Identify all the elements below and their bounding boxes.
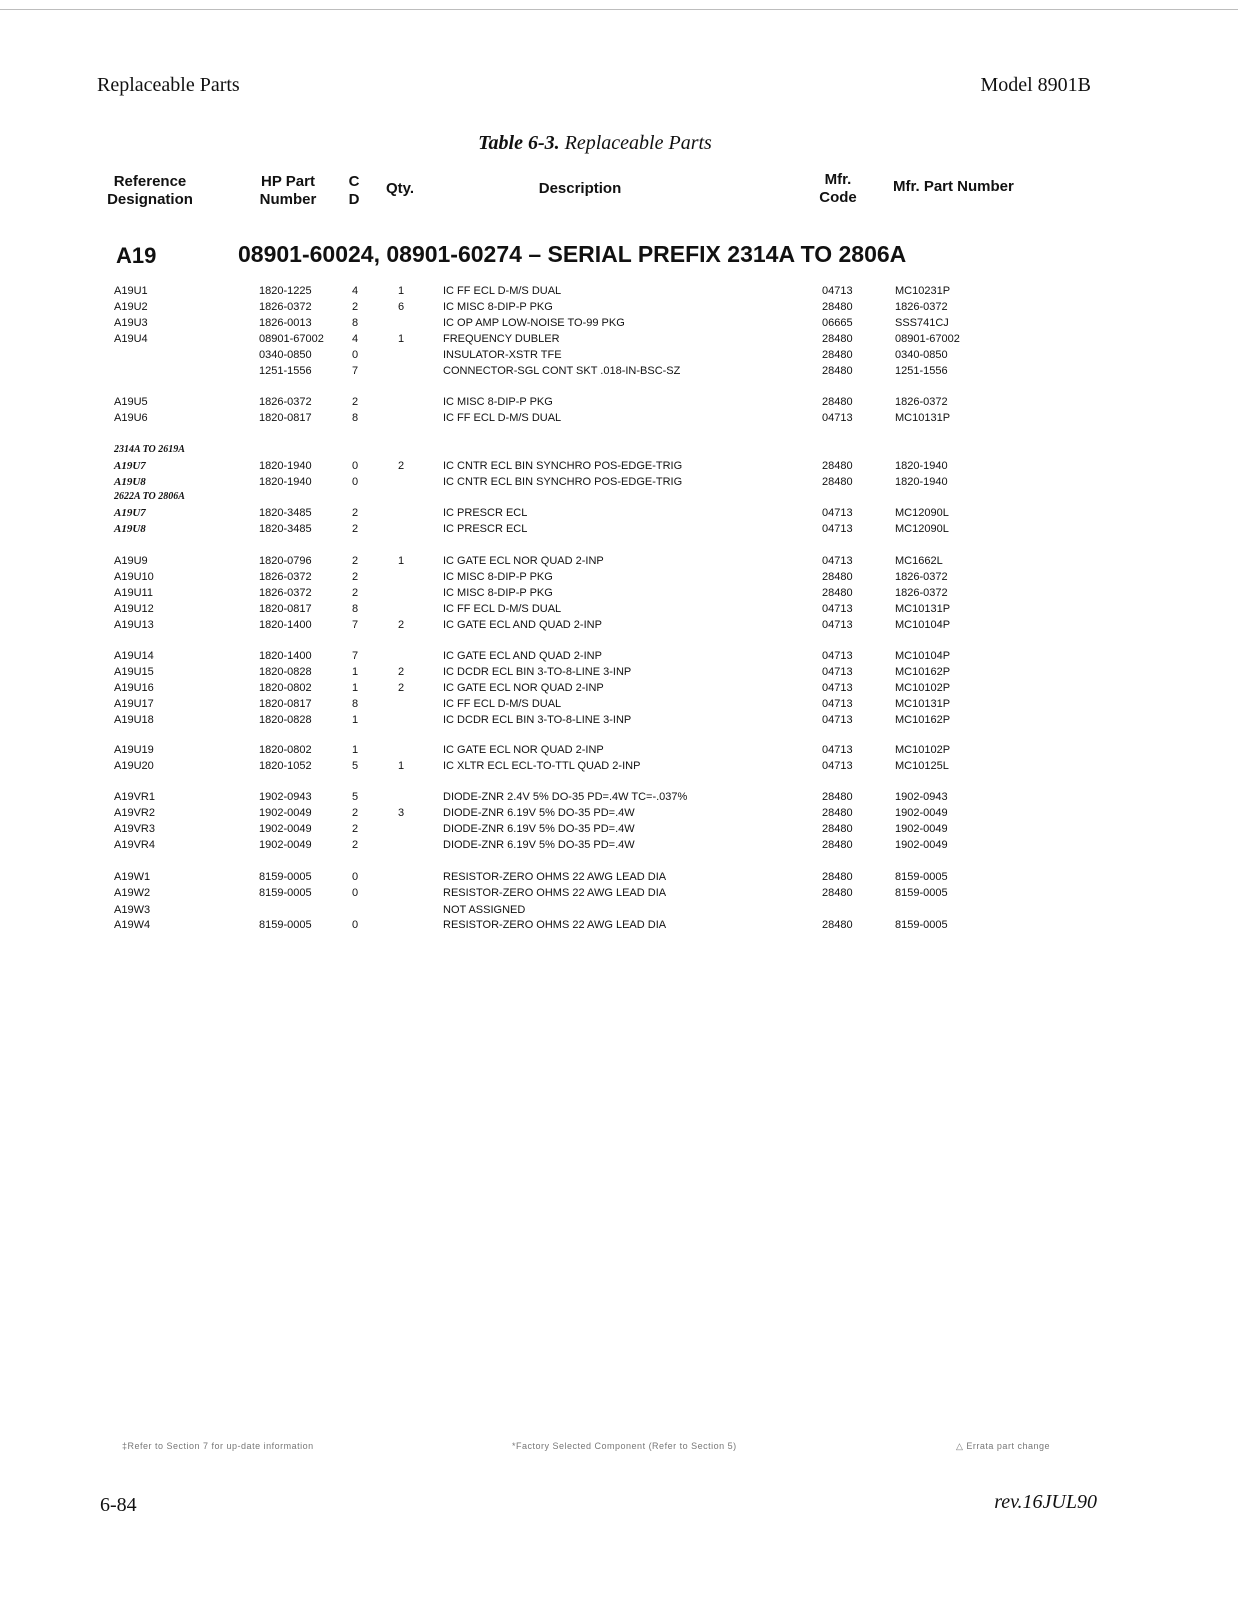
cell-mfr: 1902-0049 — [895, 823, 948, 835]
cell-code: 04713 — [822, 603, 853, 615]
table-row — [0, 917, 1238, 933]
cell-mfr: 1826-0372 — [895, 301, 948, 313]
cell-ref: A19U7 — [114, 460, 146, 472]
cell-code: 28480 — [822, 839, 853, 851]
cell-cd: 4 — [352, 285, 359, 297]
table-row — [0, 283, 1238, 299]
cell-mfr: MC1662L — [895, 555, 943, 567]
table-row — [0, 617, 1238, 633]
cell-cd: 8 — [352, 412, 359, 424]
cell-desc: IC MISC 8-DIP-P PKG — [443, 396, 553, 408]
cell-ref: A19W4 — [114, 919, 151, 931]
cell-cd: 1 — [352, 666, 359, 678]
cell-hp: 1820-0817 — [259, 412, 312, 424]
cell-desc: IC GATE ECL AND QUAD 2-INP — [443, 650, 602, 662]
cell-cd: 5 — [352, 791, 359, 803]
cell-desc: RESISTOR-ZERO OHMS 22 AWG LEAD DIA — [443, 871, 667, 883]
cell-mfr: SSS741CJ — [895, 317, 949, 329]
cell-mfr: 1820-1940 — [895, 476, 948, 488]
cell-mfr: 1902-0943 — [895, 791, 948, 803]
cell-desc: IC XLTR ECL ECL-TO-TTL QUAD 2-INP — [443, 760, 641, 772]
cell-qty: 2 — [398, 682, 405, 694]
cell-mfr: 1820-1940 — [895, 460, 948, 472]
cell-hp: 1902-0943 — [259, 791, 312, 803]
cell-hp: 1820-1940 — [259, 460, 312, 472]
cell-hp: 1826-0372 — [259, 587, 312, 599]
cell-hp: 1826-0013 — [259, 317, 312, 329]
cell-desc: DIODE-ZNR 6.19V 5% DO-35 PD=.4W — [443, 839, 635, 851]
cell-mfr: 1902-0049 — [895, 839, 948, 851]
table-row — [0, 553, 1238, 569]
cell-code: 04713 — [822, 555, 853, 567]
cell-hp: 1820-0828 — [259, 666, 312, 678]
col-header-qty: Qty. — [385, 180, 415, 197]
cell-cd: 7 — [352, 650, 359, 662]
cell-qty: 2 — [398, 619, 405, 631]
cell-qty: 2 — [398, 460, 405, 472]
cell-hp: 1820-1052 — [259, 760, 312, 772]
cell-cd: 2 — [352, 507, 359, 519]
col-header-ref-line1: Reference — [113, 173, 187, 190]
cell-cd: 0 — [352, 919, 359, 931]
cell-cd: 2 — [352, 839, 359, 851]
table-row — [0, 569, 1238, 585]
cell-mfr: MC10125L — [895, 760, 949, 772]
cell-ref: A19U14 — [114, 650, 154, 662]
cell-ref: A19U3 — [114, 317, 148, 329]
cell-mfr: MC10131P — [895, 412, 951, 424]
col-header-cd-line1: C — [348, 173, 360, 190]
table-row — [0, 758, 1238, 774]
footnote-errata: △ Errata part change — [956, 1441, 1050, 1451]
section-id: A19 — [116, 243, 157, 268]
cell-hp: 1251-1556 — [259, 365, 312, 377]
cell-ref: A19U18 — [114, 714, 154, 726]
cell-code: 04713 — [822, 285, 853, 297]
cell-ref: A19U19 — [114, 744, 154, 756]
footnote-factory-selected: *Factory Selected Component (Refer to Section 5) — [512, 1441, 737, 1451]
cell-ref: A19U9 — [114, 555, 148, 567]
table-row — [0, 299, 1238, 315]
cell-code: 04713 — [822, 619, 853, 631]
cell-desc: INSULATOR-XSTR TFE — [443, 349, 562, 361]
cell-cd: 0 — [352, 349, 359, 361]
cell-mfr: MC12090L — [895, 523, 949, 535]
cell-desc: IC GATE ECL NOR QUAD 2-INP — [443, 555, 604, 567]
col-header-reference — [95, 173, 205, 209]
table-row — [0, 331, 1238, 347]
table-row — [0, 601, 1238, 617]
col-header-cd-line2: D — [348, 191, 360, 208]
table-row — [0, 805, 1238, 821]
cell-hp: 1820-1940 — [259, 476, 312, 488]
cell-desc: IC MISC 8-DIP-P PKG — [443, 301, 553, 313]
running-header-right: Model 8901B — [980, 74, 1091, 96]
cell-code: 28480 — [822, 476, 853, 488]
table-row — [0, 363, 1238, 379]
cell-code: 04713 — [822, 714, 853, 726]
cell-desc: IC FF ECL D-M/S DUAL — [443, 412, 562, 424]
cell-code: 28480 — [822, 791, 853, 803]
cell-mfr: 1902-0049 — [895, 807, 948, 819]
table-row — [0, 648, 1238, 664]
cell-desc: DIODE-ZNR 6.19V 5% DO-35 PD=.4W — [443, 823, 635, 835]
cell-cd: 2 — [352, 555, 359, 567]
top-rule — [0, 9, 1238, 10]
table-row — [0, 696, 1238, 712]
table-row — [0, 394, 1238, 410]
cell-code: 28480 — [822, 396, 853, 408]
cell-cd: 2 — [352, 301, 359, 313]
cell-mfr: 8159-0005 — [895, 887, 948, 899]
table-row — [0, 869, 1238, 885]
cell-qty: 1 — [398, 333, 405, 345]
cell-cd: 2 — [352, 823, 359, 835]
table-row — [0, 885, 1238, 901]
cell-code: 28480 — [822, 571, 853, 583]
cell-hp: 1820-0796 — [259, 555, 312, 567]
col-header-hp-part — [250, 173, 326, 209]
cell-mfr: MC10131P — [895, 698, 951, 710]
cell-hp: 8159-0005 — [259, 919, 312, 931]
cell-ref: A19U1 — [114, 285, 148, 297]
cell-ref: A19U4 — [114, 333, 148, 345]
cell-cd: 1 — [352, 714, 359, 726]
cell-cd: 1 — [352, 682, 359, 694]
cell-ref: A19U8 — [114, 476, 146, 488]
cell-desc: IC CNTR ECL BIN SYNCHRO POS-EDGE-TRIG — [443, 460, 683, 472]
cell-desc: DIODE-ZNR 6.19V 5% DO-35 PD=.4W — [443, 807, 635, 819]
cell-mfr: MC10102P — [895, 682, 951, 694]
cell-desc: IC OP AMP LOW-NOISE TO-99 PKG — [443, 317, 625, 329]
table-row — [0, 712, 1238, 728]
cell-mfr: 0340-0850 — [895, 349, 948, 361]
cell-ref: A19W3 — [114, 904, 151, 916]
cell-ref: A19U7 — [114, 507, 146, 519]
cell-mfr: 1251-1556 — [895, 365, 948, 377]
cell-desc: IC FF ECL D-M/S DUAL — [443, 603, 562, 615]
cell-code: 28480 — [822, 823, 853, 835]
table-row — [0, 315, 1238, 331]
col-header-cd — [346, 173, 362, 209]
cell-qty: 1 — [398, 760, 405, 772]
cell-ref: A19U13 — [114, 619, 154, 631]
cell-mfr: 1826-0372 — [895, 587, 948, 599]
cell-desc: IC GATE ECL NOR QUAD 2-INP — [443, 744, 604, 756]
col-header-hp-line2: Number — [259, 191, 317, 208]
cell-hp: 1820-3485 — [259, 523, 312, 535]
cell-cd: 8 — [352, 698, 359, 710]
cell-hp: 1902-0049 — [259, 839, 312, 851]
footnote-update: ‡Refer to Section 7 for up-date information — [122, 1441, 314, 1451]
table-row — [0, 789, 1238, 805]
cell-desc: IC PRESCR ECL — [443, 523, 528, 535]
cell-cd: 5 — [352, 760, 359, 772]
cell-hp: 1820-0802 — [259, 744, 312, 756]
cell-desc: FREQUENCY DUBLER — [443, 333, 560, 345]
cell-hp: 1820-0817 — [259, 603, 312, 615]
cell-ref: A19U2 — [114, 301, 148, 313]
cell-ref: A19VR1 — [114, 791, 155, 803]
cell-code: 04713 — [822, 412, 853, 424]
cell-ref: A19U10 — [114, 571, 154, 583]
cell-cd: 7 — [352, 619, 359, 631]
table-caption: Replaceable Parts — [559, 132, 712, 154]
cell-code: 04713 — [822, 523, 853, 535]
cell-cd: 8 — [352, 317, 359, 329]
cell-code: 04713 — [822, 760, 853, 772]
cell-hp: 1820-3485 — [259, 507, 312, 519]
cell-hp: 8159-0005 — [259, 871, 312, 883]
table-row — [0, 410, 1238, 426]
cell-ref: A19U17 — [114, 698, 154, 710]
cell-ref: A19U8 — [114, 523, 146, 535]
cell-code: 04713 — [822, 507, 853, 519]
cell-code: 04713 — [822, 744, 853, 756]
cell-mfr: MC10104P — [895, 619, 951, 631]
cell-desc: CONNECTOR-SGL CONT SKT .018-IN-BSC-SZ — [443, 365, 681, 377]
cell-cd: 1 — [352, 744, 359, 756]
revision-date: rev.16JUL90 — [994, 1491, 1097, 1513]
table-row — [0, 680, 1238, 696]
cell-cd: 0 — [352, 460, 359, 472]
table-row — [0, 521, 1238, 537]
cell-code: 28480 — [822, 807, 853, 819]
cell-code: 28480 — [822, 871, 853, 883]
cell-code: 28480 — [822, 919, 853, 931]
cell-cd: 7 — [352, 365, 359, 377]
cell-cd: 8 — [352, 603, 359, 615]
cell-mfr: MC10162P — [895, 714, 951, 726]
cell-mfr: MC12090L — [895, 507, 949, 519]
cell-hp: 1902-0049 — [259, 807, 312, 819]
cell-ref: A19U11 — [114, 587, 153, 599]
cell-ref: A19U15 — [114, 666, 154, 678]
cell-desc: DIODE-ZNR 2.4V 5% DO-35 PD=.4W TC=-.037% — [443, 791, 688, 803]
table-row — [0, 742, 1238, 758]
cell-ref: A19VR2 — [114, 807, 155, 819]
table-number: Table 6-3. — [478, 132, 560, 154]
cell-mfr: MC10104P — [895, 650, 951, 662]
cell-code: 28480 — [822, 587, 853, 599]
col-header-code-line1: Mfr. — [824, 171, 852, 188]
cell-qty: 2 — [398, 666, 405, 678]
col-header-ref-line2: Designation — [107, 191, 193, 208]
cell-qty: 1 — [398, 555, 405, 567]
cell-desc: IC FF ECL D-M/S DUAL — [443, 285, 562, 297]
cell-cd: 2 — [352, 587, 359, 599]
cell-mfr: 8159-0005 — [895, 871, 948, 883]
section-title: 08901-60024, 08901-60274 – SERIAL PREFIX 2314A TO 2806A — [238, 241, 907, 267]
cell-hp: 1902-0049 — [259, 823, 312, 835]
cell-code: 28480 — [822, 349, 853, 361]
col-header-description: Description — [538, 180, 622, 197]
cell-ref: A19U16 — [114, 682, 154, 694]
table-row — [0, 347, 1238, 363]
cell-cd: 0 — [352, 476, 359, 488]
cell-code: 28480 — [822, 365, 853, 377]
cell-desc: IC MISC 8-DIP-P PKG — [443, 571, 553, 583]
cell-mfr: 1826-0372 — [895, 571, 948, 583]
cell-desc: IC GATE ECL NOR QUAD 2-INP — [443, 682, 604, 694]
cell-qty: 1 — [398, 285, 405, 297]
cell-desc: RESISTOR-ZERO OHMS 22 AWG LEAD DIA — [443, 887, 667, 899]
cell-cd: 2 — [352, 807, 359, 819]
cell-hp: 1820-0817 — [259, 698, 312, 710]
cell-desc: IC CNTR ECL BIN SYNCHRO POS-EDGE-TRIG — [443, 476, 683, 488]
cell-code: 04713 — [822, 666, 853, 678]
serial-group-label: 2622A TO 2806A — [114, 491, 185, 502]
cell-mfr: 8159-0005 — [895, 919, 948, 931]
cell-code: 04713 — [822, 682, 853, 694]
cell-desc: IC DCDR ECL BIN 3-TO-8-LINE 3-INP — [443, 714, 632, 726]
page-number: 6-84 — [100, 1494, 137, 1516]
cell-mfr: MC10231P — [895, 285, 951, 297]
cell-qty: 6 — [398, 301, 405, 313]
cell-mfr: MC10131P — [895, 603, 951, 615]
cell-cd: 0 — [352, 887, 359, 899]
col-header-code-line2: Code — [819, 189, 857, 206]
cell-hp: 1826-0372 — [259, 301, 312, 313]
cell-cd: 4 — [352, 333, 359, 345]
cell-desc: IC GATE ECL AND QUAD 2-INP — [443, 619, 602, 631]
table-row — [0, 585, 1238, 601]
cell-desc: IC MISC 8-DIP-P PKG — [443, 587, 553, 599]
cell-desc: RESISTOR-ZERO OHMS 22 AWG LEAD DIA — [443, 919, 667, 931]
cell-qty: 3 — [398, 807, 405, 819]
col-header-hp-line1: HP Part — [261, 173, 315, 190]
cell-mfr: MC10102P — [895, 744, 951, 756]
cell-desc: IC PRESCR ECL — [443, 507, 528, 519]
cell-hp: 1826-0372 — [259, 396, 312, 408]
table-row — [0, 505, 1238, 521]
cell-hp: 1820-0828 — [259, 714, 312, 726]
running-header-left: Replaceable Parts — [97, 74, 240, 96]
cell-code: 28480 — [822, 333, 853, 345]
cell-hp: 8159-0005 — [259, 887, 312, 899]
table-row — [0, 474, 1238, 490]
cell-cd: 2 — [352, 571, 359, 583]
cell-ref: A19VR3 — [114, 823, 155, 835]
cell-desc: NOT ASSIGNED — [443, 904, 526, 916]
cell-ref: A19W2 — [114, 887, 151, 899]
cell-ref: A19U5 — [114, 396, 148, 408]
cell-ref: A19U12 — [114, 603, 154, 615]
cell-desc: IC DCDR ECL BIN 3-TO-8-LINE 3-INP — [443, 666, 632, 678]
cell-mfr: 1826-0372 — [895, 396, 948, 408]
cell-cd: 2 — [352, 523, 359, 535]
table-row — [0, 821, 1238, 837]
cell-desc: IC FF ECL D-M/S DUAL — [443, 698, 562, 710]
cell-hp: 1826-0372 — [259, 571, 312, 583]
cell-code: 28480 — [822, 301, 853, 313]
cell-code: 28480 — [822, 887, 853, 899]
table-row — [0, 837, 1238, 853]
cell-ref: A19U20 — [114, 760, 154, 772]
cell-ref: A19U6 — [114, 412, 148, 424]
cell-cd: 2 — [352, 396, 359, 408]
cell-hp: 1820-1400 — [259, 650, 312, 662]
cell-code: 28480 — [822, 460, 853, 472]
serial-group-label: 2314A TO 2619A — [114, 444, 185, 455]
cell-hp: 1820-1225 — [259, 285, 312, 297]
cell-mfr: 08901-67002 — [895, 333, 960, 345]
table-title — [0, 132, 1190, 155]
cell-hp: 08901-67002 — [259, 333, 324, 345]
col-header-mfr-code — [808, 171, 868, 207]
cell-code: 04713 — [822, 698, 853, 710]
cell-ref: A19VR4 — [114, 839, 155, 851]
table-row — [0, 458, 1238, 474]
cell-mfr: MC10162P — [895, 666, 951, 678]
cell-hp: 0340-0850 — [259, 349, 312, 361]
col-header-mfr-part-number: Mfr. Part Number — [893, 178, 1014, 195]
table-row — [0, 664, 1238, 680]
cell-code: 04713 — [822, 650, 853, 662]
cell-hp: 1820-1400 — [259, 619, 312, 631]
cell-code: 06665 — [822, 317, 853, 329]
cell-ref: A19W1 — [114, 871, 151, 883]
cell-cd: 0 — [352, 871, 359, 883]
cell-hp: 1820-0802 — [259, 682, 312, 694]
table-row — [0, 902, 1238, 918]
